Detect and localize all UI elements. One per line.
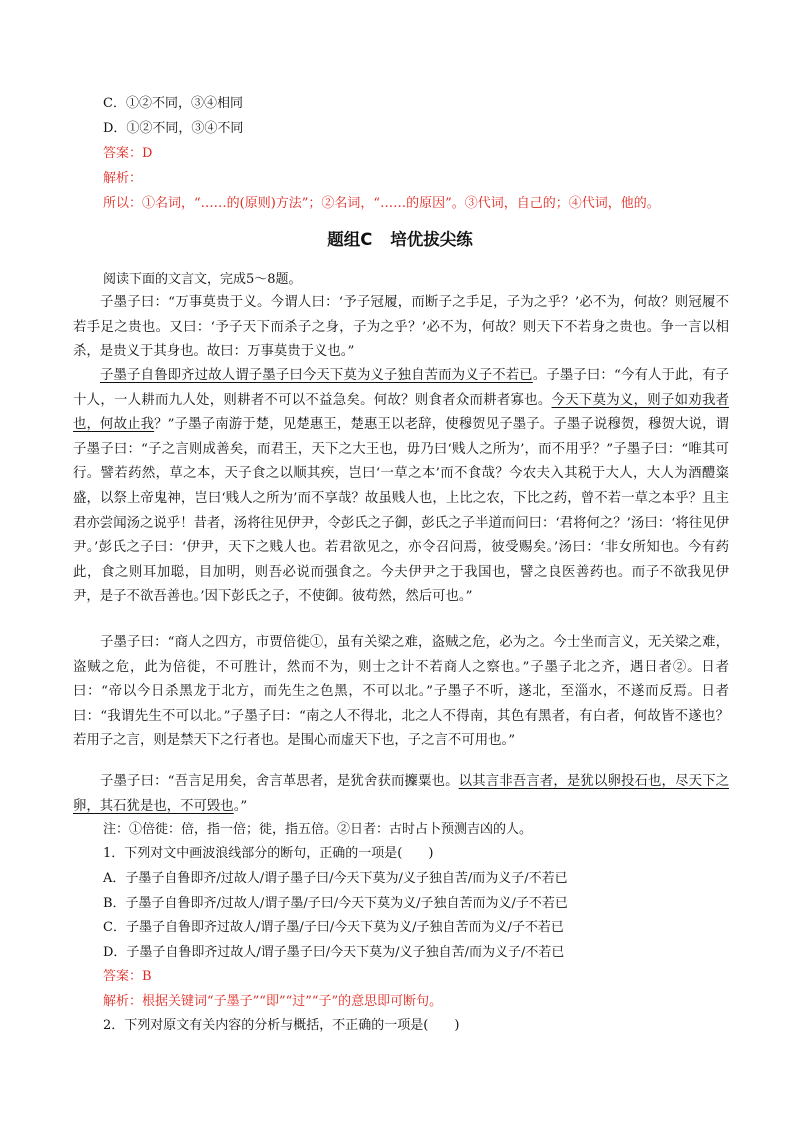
option-c-prev: C．①②不同，③④相同 [103,96,243,111]
passage-text: ？”子墨子南游于楚，见楚惠王，楚惠王以老辞，使穆贺见子墨子。子墨子说穆贺，穆贺大说，谓子墨子曰：“子之言则成善矣，而君王，天下之大王也，毋乃曰‘贱人之所为’，而不用乎？”子墨子曰：“唯其可行。譬若药然，草之本，天子食之以顺其疾，岂曰‘一草之本’而不食哉？今农夫入其税于大人，大人为酒醴粢盛，以祭上帝鬼神，岂曰‘贱人之所为’而不享哉？故虽贱人也，上比之农，下比之药，曾不若一草之本乎？且主君亦尝闻汤之说乎！昔者，汤将往见伊尹，令彭氏之子御，彭氏之子半道而问曰：‘君将何之？’汤曰：‘将往见伊尹。’彭氏之子曰：‘伊尹，天下之贱人也。若君欲见之，亦令召问焉，彼受赐矣。’汤曰：‘非女所知也。今有药此，食之则耳加聪，目加明，则吾必说而强食之。今夫伊尹之于我国也，譬之良医善药也。而子不欲我见伊尹，是子不欲吾善也。’因下彭氏之子，不使御。彼苟然，然后可也。” [73,417,730,605]
passage-paragraph-4 [73,770,729,819]
question-1-option-d: D．子墨子自鲁即齐过故人/谓子墨子曰/今天下莫为/义子独自苦/而为义子/不若已 [103,945,565,960]
question-1-stem: 1．下列对文中画波浪线部分的断句，正确的一项是( ) [103,846,434,861]
question-1-option-c: C．子墨子自鲁即齐过故人/谓子墨/子曰/今天下莫为义/子独自苦而为义/子不若已 [103,920,564,935]
underlined-sentence-1: 今天下莫为义，则子如劝我者也，何故止我 [73,392,730,433]
question-2-stem: 2．下列对原文有关内容的分析与概括，不正确的一项是( ) [103,1018,460,1033]
heading-title: 培优拔尖练 [390,230,473,249]
option-d-prev: D．①②不同，③④不同 [103,121,244,136]
passage-paragraph-2 [73,364,729,610]
prev-answer: 答案：D [103,146,153,161]
question-1-option-a: A．子墨子自鲁即齐/过故人/谓子墨子曰/今天下莫为/义子独自苦/而为义子/不若已 [103,871,568,886]
section-heading [0,226,800,250]
passage-paragraph-3: 子墨子曰：“商人之四方，市贾倍徙①，虽有关梁之难，盗贼之危，必为之。今士坐而言义，无关梁之难，盗贼之危，此为倍徙，不可胜计，然而不为，则士之计不若商人之察也。”子墨子北之齐，遇日者②。日者曰：“帝以今日杀黑龙于北方，而先生之色黑，不可以北。”子墨子不听，遂北，至淄水，不遂而反焉。日者曰：“我谓先生不可以北。”子墨子曰：“南之人不得北，北之人不得南，其色有黑者，有白者，何故皆不遂也？若用子之言，则是禁天下之行者也。是围心而虚天下也，子之言不可用也。” [73,635,729,749]
prev-analysis-label: 解析： [103,171,143,186]
wavy-underlined-sentence: 子墨子自鲁即齐过故人谓子墨子曰今天下莫为义子独自苦而为义子不若已 [100,368,533,383]
heading-group: 题组C [327,230,373,249]
annotation-notes: 注：①倍徙：倍，指一倍；徙，指五倍。②日者：古时占卜预测吉凶的人。 [103,822,533,837]
passage-text: 。子墨子曰：“今有人于此，有子十人，一人耕而九人处，则耕者不可以不益急矣。何故？则食者众而耕者寡也。 [73,368,729,408]
passage-text: 子墨子曰：“吾言足用矣，舍言革思者，是犹舍获而攈粟也。 [100,774,459,789]
question-1-answer: 答案：B [103,969,152,984]
passage-paragraph-1: 子墨子曰：“万事莫贵于义。今谓人曰：‘予子冠履，而断子之手足，子为之乎？’必不为，何故？则冠履不若手足之贵也。又曰：‘予子天下而杀子之身，子为之乎？’必不为，何故？则天下不若身之贵也。争一言以相杀，是贵义于其身也。故曰：万事莫贵于义也。” [73,295,729,360]
underlined-sentence-2: 以其言非吾言者，是犹以卵投石也，尽天下之卵，其石犹是也，不可毁也 [73,774,730,814]
instruction: 阅读下面的文言文，完成5～8题。 [103,272,302,287]
question-1-option-b: B．子墨子自鲁即齐/过故人/谓子墨/子曰/今天下莫为义/子独自苦而为义/子不若已 [103,896,568,911]
prev-analysis-text: 所以：①名词，“……的(原则)方法”；②名词，“……的原因”。③代词，自己的；④代词，他的。 [103,196,660,211]
question-1-analysis: 解析：根据关键词“子墨子”“即”“过”“子”的意思即可断句。 [103,994,443,1009]
passage-text: 。” [233,798,248,814]
